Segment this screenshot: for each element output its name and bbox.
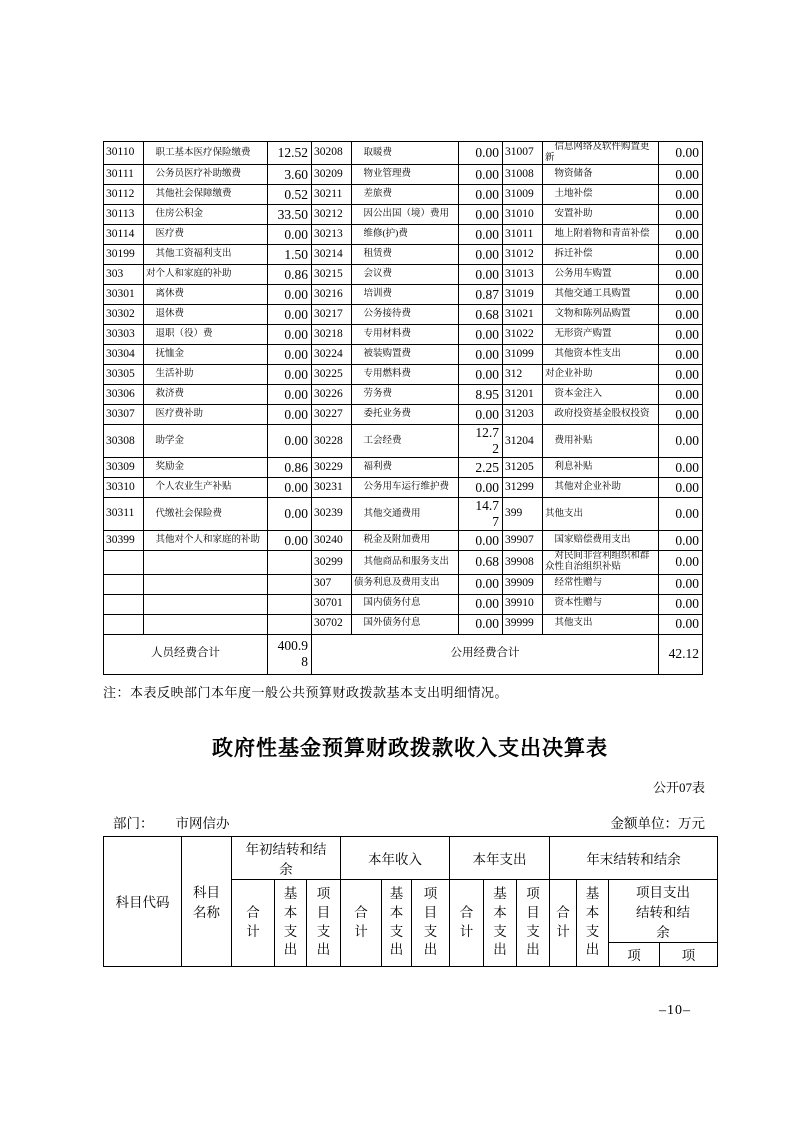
table-row <box>104 498 703 531</box>
expense-name-cell: 对民间非营利组织和群众性自治组织补贴 <box>543 551 659 574</box>
expense-value-cell: 33.50 <box>268 205 312 225</box>
expense-value-cell: 0.00 <box>659 405 703 425</box>
department-group <box>113 812 230 832</box>
expense-name-cell: 被装购置费 <box>352 345 459 365</box>
total-header-text: 合计 <box>459 904 474 939</box>
expense-name-cell: 公务用车运行维护费 <box>352 478 459 498</box>
total-header <box>341 879 382 966</box>
expense-code-cell: 30303 <box>104 325 144 345</box>
expense-name-cell: 培训费 <box>352 285 459 305</box>
expense-value-cell: 0.00 <box>659 245 703 265</box>
expense-name-cell: 债务利息及费用支出 <box>352 574 459 594</box>
expense-code-cell: 39999 <box>503 614 543 634</box>
total-header <box>450 879 484 966</box>
table-row <box>104 142 703 165</box>
expense-value-cell: 0.00 <box>659 425 703 458</box>
expense-value-cell <box>268 614 312 634</box>
expense-value-cell: 8.95 <box>459 385 503 405</box>
expense-code-cell: 30208 <box>312 142 352 165</box>
expense-code-cell: 39909 <box>503 574 543 594</box>
expense-value-cell <box>268 574 312 594</box>
expense-code-cell: 30701 <box>312 594 352 614</box>
expense-name-cell: 维修(护)费 <box>352 225 459 245</box>
expense-name-cell: 资本金注入 <box>543 385 659 405</box>
expense-value-cell: 12.52 <box>268 142 312 165</box>
expense-code-cell <box>104 594 144 614</box>
basic-expense-header <box>275 879 307 966</box>
expense-value-cell <box>268 551 312 574</box>
project-carryover-header: 项目支出 结转和结 余 <box>609 879 718 942</box>
table-row <box>104 594 703 614</box>
expense-value-cell: 0.00 <box>459 531 503 551</box>
expense-code-cell: 30213 <box>312 225 352 245</box>
table-row <box>104 345 703 365</box>
expense-name-cell: 安置补助 <box>543 205 659 225</box>
unit-label: 金额单位：万元 <box>610 815 705 831</box>
expense-name-cell: 医疗费补助 <box>144 405 268 425</box>
expense-value-cell: 0.86 <box>268 458 312 478</box>
expense-value-cell: 1.50 <box>268 245 312 265</box>
expense-code-cell <box>104 551 144 574</box>
expense-value-cell: 0.00 <box>659 285 703 305</box>
expense-name-cell: 生活补助 <box>144 365 268 385</box>
expense-code-cell: 30218 <box>312 325 352 345</box>
expense-name-cell: 其他资本性支出 <box>543 345 659 365</box>
expense-value-cell: 0.00 <box>659 365 703 385</box>
project-expense-header <box>412 879 450 966</box>
section-title: 政府性基金预算财政拨款收入支出决算表 <box>212 735 608 760</box>
begin-balance-group-header: 年初结转和结 余 <box>232 836 341 879</box>
project-expense-header-text: 项目支出 <box>423 885 438 958</box>
total-header-text: 合计 <box>246 904 260 939</box>
expense-value-cell: 0.00 <box>659 478 703 498</box>
expense-code-cell: 30240 <box>312 531 352 551</box>
table-meta-row <box>103 812 717 834</box>
expense-name-cell: 税金及附加费用 <box>352 531 459 551</box>
expense-value-cell: 0.00 <box>459 245 503 265</box>
expense-name-cell: 其他对个人和家庭的补助 <box>144 531 268 551</box>
expense-value-cell: 0.00 <box>268 225 312 245</box>
expense-code-cell: 30215 <box>312 265 352 285</box>
expense-value-cell: 14.7 7 <box>459 498 503 531</box>
expense-name-cell: 租赁费 <box>352 245 459 265</box>
expense-code-cell: 312 <box>503 365 543 385</box>
table-row <box>104 478 703 498</box>
expense-value-cell: 0.00 <box>659 185 703 205</box>
expense-name-cell <box>144 614 268 634</box>
public-total-label: 公用经费合计 <box>312 634 659 674</box>
expense-name-cell: 信息网络及软件购置更新 <box>543 142 659 165</box>
expense-name-cell: 工会经费 <box>352 425 459 458</box>
subject-code-header: 科目代码 <box>104 836 182 966</box>
basic-expense-header <box>577 879 609 966</box>
expense-code-cell: 30212 <box>312 205 352 225</box>
item-header: 项 <box>609 942 660 966</box>
expense-code-cell: 39910 <box>503 594 543 614</box>
table-row <box>104 614 703 634</box>
expense-value-cell: 0.00 <box>459 205 503 225</box>
expense-code-cell: 30231 <box>312 478 352 498</box>
expense-name-cell: 奖励金 <box>144 458 268 478</box>
expense-name-cell: 救济费 <box>144 385 268 405</box>
expense-code-cell: 30302 <box>104 305 144 325</box>
expense-name-cell: 抚恤金 <box>144 345 268 365</box>
expense-code-cell: 30114 <box>104 225 144 245</box>
expense-value-cell: 0.00 <box>268 325 312 345</box>
table-row <box>104 574 703 594</box>
expense-code-cell: 31012 <box>503 245 543 265</box>
expense-name-cell <box>144 551 268 574</box>
expense-code-cell: 30310 <box>104 478 144 498</box>
expense-value-cell: 0.00 <box>659 325 703 345</box>
expense-name-cell: 公务接待费 <box>352 305 459 325</box>
expense-code-cell: 30307 <box>104 405 144 425</box>
basic-expense-header-text: 基本支出 <box>283 885 298 958</box>
expense-code-cell: 303 <box>104 265 144 285</box>
summary-row <box>104 634 703 674</box>
expense-code-cell: 30227 <box>312 405 352 425</box>
expense-name-cell: 国家赔偿费用支出 <box>543 531 659 551</box>
expense-code-cell: 30311 <box>104 498 144 531</box>
expense-code-cell: 31010 <box>503 205 543 225</box>
expense-name-cell: 公务员医疗补助缴费 <box>144 165 268 185</box>
expense-value-cell: 0.00 <box>459 478 503 498</box>
project-expense-header <box>517 879 550 966</box>
expense-value-cell: 0.00 <box>659 458 703 478</box>
expense-value-cell: 0.00 <box>268 305 312 325</box>
expense-name-cell: 国外债务付息 <box>352 614 459 634</box>
expense-name-cell: 其他支出 <box>543 498 659 531</box>
expense-value-cell: 0.00 <box>659 345 703 365</box>
expense-name-cell: 专用燃料费 <box>352 365 459 385</box>
expense-value-cell: 2.25 <box>459 458 503 478</box>
expense-code-cell: 30113 <box>104 205 144 225</box>
expense-code-cell: 30306 <box>104 385 144 405</box>
total-header-text: 合计 <box>354 904 368 939</box>
expense-value-cell: 0.00 <box>659 614 703 634</box>
table-row <box>104 551 703 574</box>
expense-value-cell: 0.00 <box>659 165 703 185</box>
expense-name-cell: 费用补贴 <box>543 425 659 458</box>
expense-value-cell: 0.00 <box>459 345 503 365</box>
basic-expense-header <box>484 879 517 966</box>
page-number: –10– <box>659 1002 691 1018</box>
total-header-text: 合计 <box>556 904 570 939</box>
expense-name-cell: 退职（役）费 <box>144 325 268 345</box>
expense-code-cell: 30209 <box>312 165 352 185</box>
expense-value-cell: 0.87 <box>459 285 503 305</box>
expense-value-cell: 0.00 <box>659 531 703 551</box>
expense-name-cell: 委托业务费 <box>352 405 459 425</box>
year-expense-group-header: 本年支出 <box>450 836 550 879</box>
table-row <box>104 458 703 478</box>
expense-name-cell: 职工基本医疗保险缴费 <box>144 142 268 165</box>
table-row <box>104 425 703 458</box>
basic-expense-header-text: 基本支出 <box>493 885 507 958</box>
expense-code-cell: 31009 <box>503 185 543 205</box>
expense-value-cell: 0.00 <box>659 498 703 531</box>
table-summary <box>104 634 703 674</box>
expense-code-cell: 30229 <box>312 458 352 478</box>
table-row <box>104 285 703 305</box>
expense-code-cell: 30399 <box>104 531 144 551</box>
expense-code-cell: 31008 <box>503 165 543 185</box>
expense-value-cell: 0.00 <box>459 365 503 385</box>
expense-value-cell: 0.00 <box>268 285 312 305</box>
expense-name-cell: 其他社会保障缴费 <box>144 185 268 205</box>
expense-value-cell: 0.00 <box>659 205 703 225</box>
expense-value-cell: 0.00 <box>268 345 312 365</box>
expense-value-cell: 0.00 <box>459 142 503 165</box>
expense-name-cell: 助学金 <box>144 425 268 458</box>
expense-name-cell: 经常性赠与 <box>543 574 659 594</box>
expense-code-cell: 30299 <box>312 551 352 574</box>
expense-value-cell: 0.68 <box>459 305 503 325</box>
department-value: 市网信办 <box>175 815 230 831</box>
expense-name-cell: 其他交通费用 <box>352 498 459 531</box>
table-number-label: 公开07表 <box>652 779 705 795</box>
expense-value-cell: 0.00 <box>268 405 312 425</box>
expense-value-cell: 0.00 <box>659 385 703 405</box>
expense-code-cell: 30309 <box>104 458 144 478</box>
expense-name-cell: 其他工资福利支出 <box>144 245 268 265</box>
expense-code-cell: 31099 <box>503 345 543 365</box>
table-row <box>104 265 703 285</box>
personnel-total-value: 400.9 8 <box>268 634 312 674</box>
expense-name-cell <box>144 574 268 594</box>
table-note: 注：本表反映部门本年度一般公共预算财政拨款基本支出明细情况。 <box>103 684 509 700</box>
expense-code-cell: 31299 <box>503 478 543 498</box>
expense-name-cell: 会议费 <box>352 265 459 285</box>
expense-name-cell: 劳务费 <box>352 385 459 405</box>
table-row <box>104 405 703 425</box>
total-header <box>232 879 275 966</box>
item-header: 项 <box>660 942 718 966</box>
expense-code-cell: 30112 <box>104 185 144 205</box>
expense-code-cell: 30301 <box>104 285 144 305</box>
expense-name-cell: 其他商品和服务支出 <box>352 551 459 574</box>
fund-budget-table-header <box>103 836 718 967</box>
expense-value-cell: 0.00 <box>459 405 503 425</box>
expense-name-cell: 福利费 <box>352 458 459 478</box>
end-balance-group-header: 年末结转和结余 <box>550 836 718 879</box>
expense-value-cell: 0.00 <box>459 185 503 205</box>
expense-code-cell: 30239 <box>312 498 352 531</box>
project-expense-header-text: 项目支出 <box>316 885 331 958</box>
expense-value-cell: 0.00 <box>459 614 503 634</box>
expense-value-cell: 0.00 <box>459 265 503 285</box>
expense-value-cell: 12.7 2 <box>459 425 503 458</box>
expense-code-cell: 30225 <box>312 365 352 385</box>
expense-code-cell: 30111 <box>104 165 144 185</box>
expense-name-cell: 拆迁补偿 <box>543 245 659 265</box>
expense-value-cell: 0.00 <box>268 365 312 385</box>
table-row <box>104 325 703 345</box>
expense-code-cell: 30702 <box>312 614 352 634</box>
expense-name-cell: 对企业补助 <box>543 365 659 385</box>
table-row <box>104 225 703 245</box>
table-row <box>104 245 703 265</box>
table-row <box>104 385 703 405</box>
expense-name-cell: 国内债务付息 <box>352 594 459 614</box>
header-group-row <box>104 836 718 879</box>
expense-code-cell: 30211 <box>312 185 352 205</box>
table-row <box>104 305 703 325</box>
expense-name-cell: 无形资产购置 <box>543 325 659 345</box>
expense-name-cell: 利息补贴 <box>543 458 659 478</box>
expense-name-cell: 土地补偿 <box>543 185 659 205</box>
expense-name-cell: 地上附着物和青苗补偿 <box>543 225 659 245</box>
expense-value-cell: 0.00 <box>268 498 312 531</box>
expense-value-cell: 0.00 <box>459 594 503 614</box>
expense-code-cell: 31011 <box>503 225 543 245</box>
expense-code-cell: 39907 <box>503 531 543 551</box>
expense-code-cell: 30224 <box>312 345 352 365</box>
table-row <box>104 165 703 185</box>
personnel-total-label: 人员经费合计 <box>104 634 268 674</box>
expense-code-cell: 31205 <box>503 458 543 478</box>
expense-code-cell <box>104 614 144 634</box>
expense-value-cell: 0.52 <box>268 185 312 205</box>
expense-code-cell: 31022 <box>503 325 543 345</box>
expense-value-cell <box>268 594 312 614</box>
expense-name-cell: 取暖费 <box>352 142 459 165</box>
year-income-group-header: 本年收入 <box>341 836 450 879</box>
expense-value-cell: 0.00 <box>459 165 503 185</box>
expense-name-cell: 文物和陈列品购置 <box>543 305 659 325</box>
expense-value-cell: 0.00 <box>659 594 703 614</box>
expense-name-cell: 退休费 <box>144 305 268 325</box>
table-rows <box>104 142 703 635</box>
expense-value-cell: 0.00 <box>659 142 703 165</box>
expense-name-cell: 物业管理费 <box>352 165 459 185</box>
page-content <box>103 141 717 1019</box>
expense-code-cell: 30217 <box>312 305 352 325</box>
expense-name-cell: 物资储备 <box>543 165 659 185</box>
basic-expense-header <box>382 879 412 966</box>
expense-value-cell: 0.00 <box>659 265 703 285</box>
expense-value-cell: 0.00 <box>459 574 503 594</box>
expense-value-cell: 0.00 <box>659 225 703 245</box>
project-expense-header-text: 项目支出 <box>526 885 540 958</box>
expense-code-cell: 31201 <box>503 385 543 405</box>
expense-code-cell: 30214 <box>312 245 352 265</box>
expense-name-cell: 离休费 <box>144 285 268 305</box>
expense-name-cell: 公务用车购置 <box>543 265 659 285</box>
expense-value-cell: 0.00 <box>659 551 703 574</box>
expense-code-cell: 30199 <box>104 245 144 265</box>
expense-code-cell: 30304 <box>104 345 144 365</box>
expense-code-cell: 31013 <box>503 265 543 285</box>
department-label: 部门： <box>113 815 154 831</box>
basic-expenditure-detail-table <box>103 141 703 675</box>
table-row <box>104 185 703 205</box>
expense-name-cell: 专用材料费 <box>352 325 459 345</box>
expense-code-cell: 31019 <box>503 285 543 305</box>
expense-name-cell: 其他支出 <box>543 614 659 634</box>
expense-value-cell: 0.00 <box>268 531 312 551</box>
basic-expense-header-text: 基本支出 <box>585 885 600 958</box>
expense-code-cell: 30110 <box>104 142 144 165</box>
table-row <box>104 531 703 551</box>
public-total-value: 42.12 <box>659 634 703 674</box>
expense-value-cell: 0.86 <box>268 265 312 285</box>
table-row <box>104 365 703 385</box>
subject-name-header: 科目 名称 <box>182 836 232 966</box>
expense-code-cell: 30308 <box>104 425 144 458</box>
table-row <box>104 205 703 225</box>
expense-value-cell: 3.60 <box>268 165 312 185</box>
basic-expense-header-text: 基本支出 <box>389 885 404 958</box>
expense-value-cell: 0.00 <box>459 325 503 345</box>
expense-name-cell: 医疗费 <box>144 225 268 245</box>
expense-name-cell <box>144 594 268 614</box>
project-expense-header <box>307 879 341 966</box>
expense-code-cell: 39908 <box>503 551 543 574</box>
expense-code-cell: 30216 <box>312 285 352 305</box>
expense-name-cell: 代缴社会保险费 <box>144 498 268 531</box>
expense-code-cell: 31203 <box>503 405 543 425</box>
expense-code-cell <box>104 574 144 594</box>
expense-name-cell: 其他交通工具购置 <box>543 285 659 305</box>
expense-code-cell: 307 <box>312 574 352 594</box>
expense-value-cell: 0.00 <box>268 478 312 498</box>
expense-code-cell: 30305 <box>104 365 144 385</box>
expense-code-cell: 31204 <box>503 425 543 458</box>
expense-name-cell: 差旅费 <box>352 185 459 205</box>
expense-value-cell: 0.00 <box>659 574 703 594</box>
total-header <box>550 879 577 966</box>
expense-name-cell: 对个人和家庭的补助 <box>144 265 268 285</box>
expense-code-cell: 30228 <box>312 425 352 458</box>
expense-name-cell: 资本性赠与 <box>543 594 659 614</box>
expense-code-cell: 31007 <box>503 142 543 165</box>
expense-name-cell: 政府投资基金股权投资 <box>543 405 659 425</box>
expense-value-cell: 0.00 <box>459 225 503 245</box>
expense-name-cell: 个人农业生产补贴 <box>144 478 268 498</box>
expense-value-cell: 0.68 <box>459 551 503 574</box>
expense-name-cell: 因公出国（境）费用 <box>352 205 459 225</box>
expense-code-cell: 399 <box>503 498 543 531</box>
expense-value-cell: 0.00 <box>268 385 312 405</box>
expense-code-cell: 31021 <box>503 305 543 325</box>
expense-code-cell: 30226 <box>312 385 352 405</box>
expense-name-cell: 其他对企业补助 <box>543 478 659 498</box>
expense-value-cell: 0.00 <box>268 425 312 458</box>
expense-value-cell: 0.00 <box>659 305 703 325</box>
expense-name-cell: 住房公积金 <box>144 205 268 225</box>
